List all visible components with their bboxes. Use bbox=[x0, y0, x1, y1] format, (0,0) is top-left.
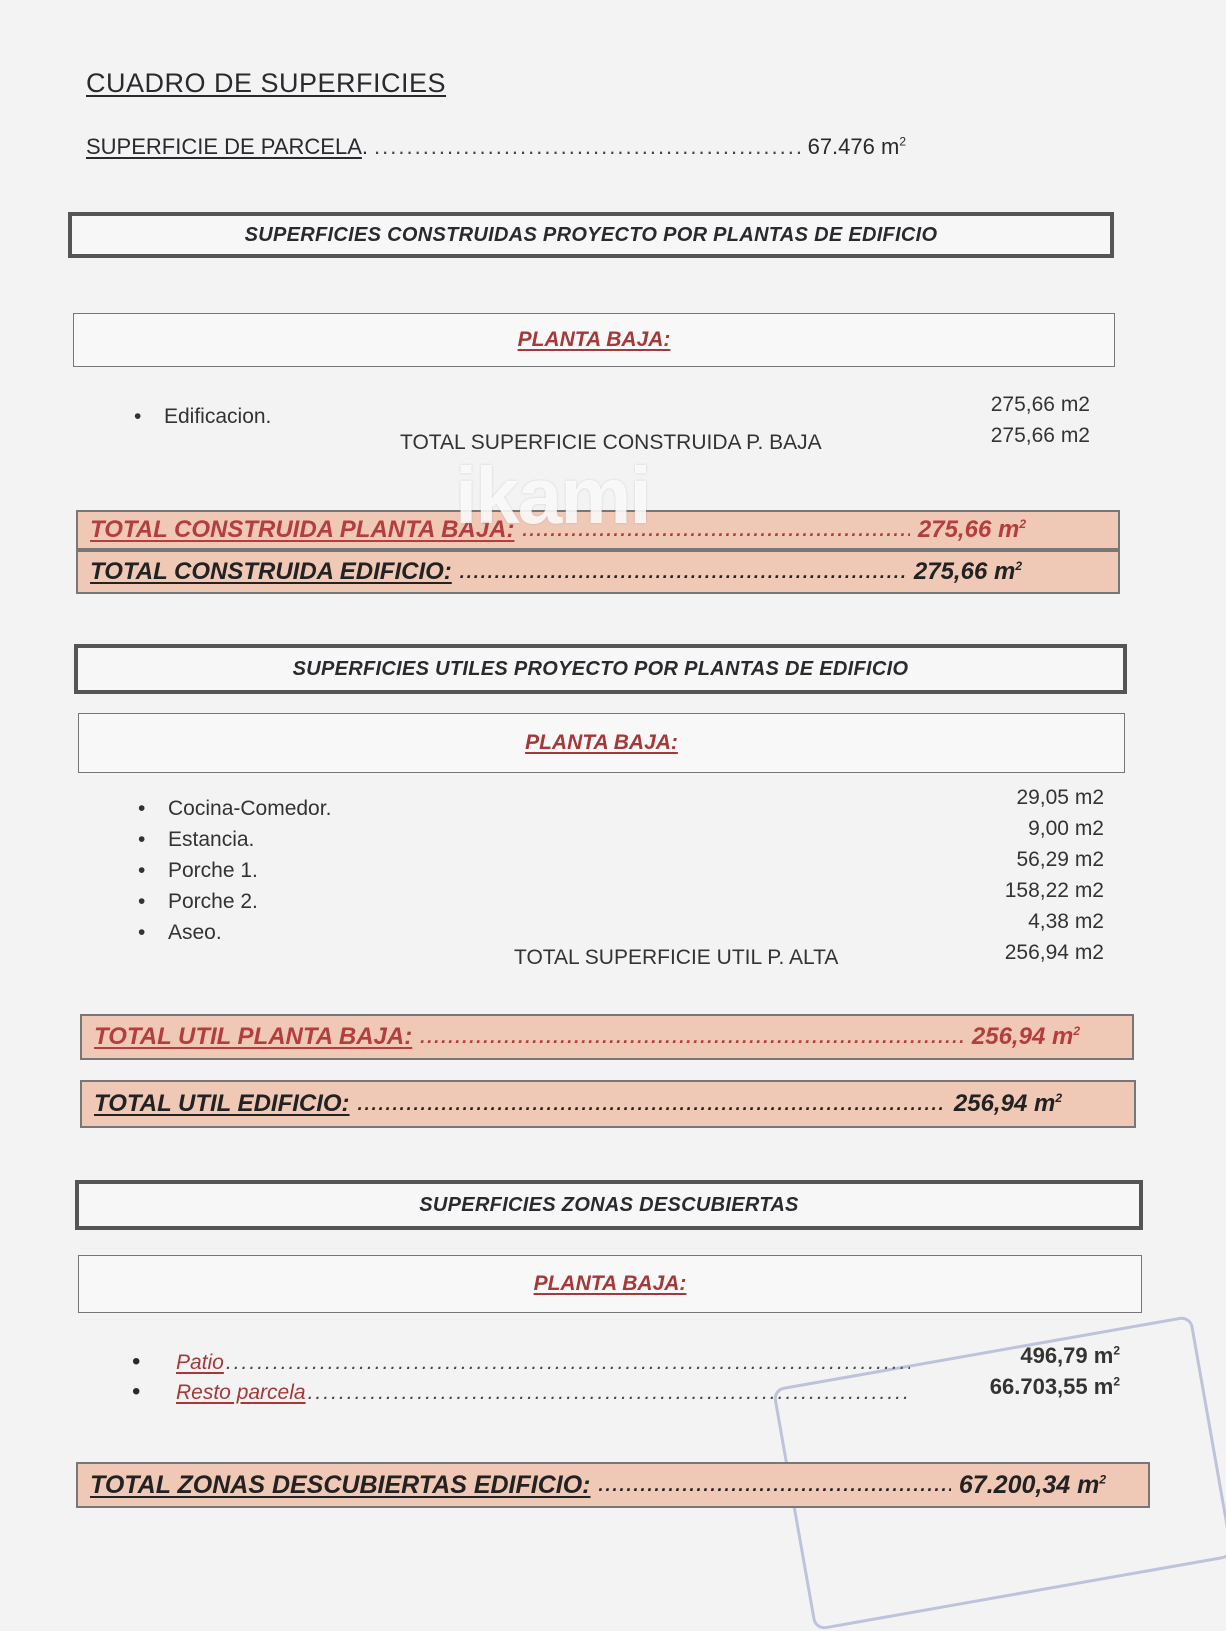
item-value: 9,00 m2 bbox=[1028, 817, 1104, 840]
section-descubiertas-header bbox=[75, 1180, 1143, 1230]
item-value: 29,05 m2 bbox=[1016, 786, 1104, 809]
list-item: • Porche 2. bbox=[138, 890, 258, 913]
total-construida-edificio-row bbox=[76, 550, 1120, 594]
plant-descubiertas-header bbox=[78, 1255, 1142, 1313]
total-label: TOTAL UTIL EDIFICIO: bbox=[94, 1090, 350, 1117]
list-item: • Resto parcela ..... bbox=[132, 1378, 912, 1406]
plant-utiles-header bbox=[78, 713, 1125, 773]
item-value: 158,22 m2 bbox=[1004, 879, 1104, 902]
total-descubiertas-row bbox=[76, 1462, 1150, 1508]
total-util-edificio-row bbox=[80, 1080, 1136, 1128]
watermark-logo: ikami bbox=[455, 451, 650, 540]
list-item: • Estancia. bbox=[138, 828, 255, 851]
document-title: CUADRO DE SUPERFICIES bbox=[86, 68, 447, 98]
total-value: 256,94 $m^2$ bbox=[953, 1090, 1062, 1117]
total-util-planta-row bbox=[80, 1014, 1134, 1060]
list-item: • Patio ..... bbox=[132, 1348, 912, 1376]
plant-utiles-title: PLANTA BAJA: bbox=[525, 731, 678, 754]
total-label: TOTAL CONSTRUIDA EDIFICIO: bbox=[90, 558, 452, 585]
item-value: 496,79 $m^2$ bbox=[1020, 1343, 1120, 1368]
item-value: 275,66 m2 bbox=[990, 393, 1090, 416]
plant-construidas-header bbox=[73, 313, 1115, 367]
section-descubiertas-title: SUPERFICIES ZONAS DESCUBIERTAS bbox=[419, 1193, 799, 1216]
parcela-label: SUPERFICIE DE PARCELA bbox=[86, 134, 362, 159]
section-construidas-title: SUPERFICIES CONSTRUIDAS PROYECTO POR PLANTAS DE EDIFICIO bbox=[244, 223, 938, 246]
list-item: • Aseo. bbox=[138, 921, 222, 944]
item-value: 56,29 m2 bbox=[1016, 848, 1104, 871]
parcela-value: 67.476 $m^2$ bbox=[807, 134, 906, 159]
list-item: • Cocina-Comedor. bbox=[138, 797, 332, 820]
total-label: TOTAL ZONAS DESCUBIERTAS EDIFICIO: bbox=[90, 1470, 591, 1499]
parcela-row: SUPERFICIE DE PARCELA . ..... 67.476 $m^2$ bbox=[86, 134, 906, 160]
subtotal-label: TOTAL SUPERFICIE CONSTRUIDA P. BAJA bbox=[400, 431, 822, 454]
subtotal-value: 275,66 m2 bbox=[990, 424, 1090, 447]
section-utiles-title: SUPERFICIES UTILES PROYECTO POR PLANTAS DE EDIFICIO bbox=[292, 657, 909, 680]
list-item: • Porche 1. bbox=[138, 859, 258, 882]
plant-descubiertas-title: PLANTA BAJA: bbox=[533, 1272, 687, 1295]
total-value: 275,66 $m^2$ bbox=[913, 558, 1022, 585]
total-label: TOTAL CONSTRUIDA PLANTA BAJA: bbox=[90, 516, 515, 543]
subtotal-value: 256,94 m2 bbox=[1004, 941, 1104, 964]
list-item: • Edificacion. bbox=[134, 405, 272, 428]
section-construidas-header bbox=[68, 212, 1114, 258]
section-utiles-header bbox=[74, 644, 1127, 694]
plant-construidas-title: PLANTA BAJA: bbox=[517, 328, 671, 351]
total-value: 256,94 $m^2$ bbox=[971, 1023, 1080, 1050]
item-value: 66.703,55 $m^2$ bbox=[989, 1374, 1120, 1399]
subtotal-label: TOTAL SUPERFICIE UTIL P. ALTA bbox=[514, 946, 839, 969]
total-label: TOTAL UTIL PLANTA BAJA: bbox=[94, 1023, 413, 1050]
total-value: 275,66 $m^2$ bbox=[917, 516, 1026, 543]
total-value: 67.200,34 $m^2$ bbox=[958, 1470, 1106, 1499]
item-value: 4,38 m2 bbox=[1028, 910, 1104, 933]
leader-dots bbox=[374, 134, 802, 160]
